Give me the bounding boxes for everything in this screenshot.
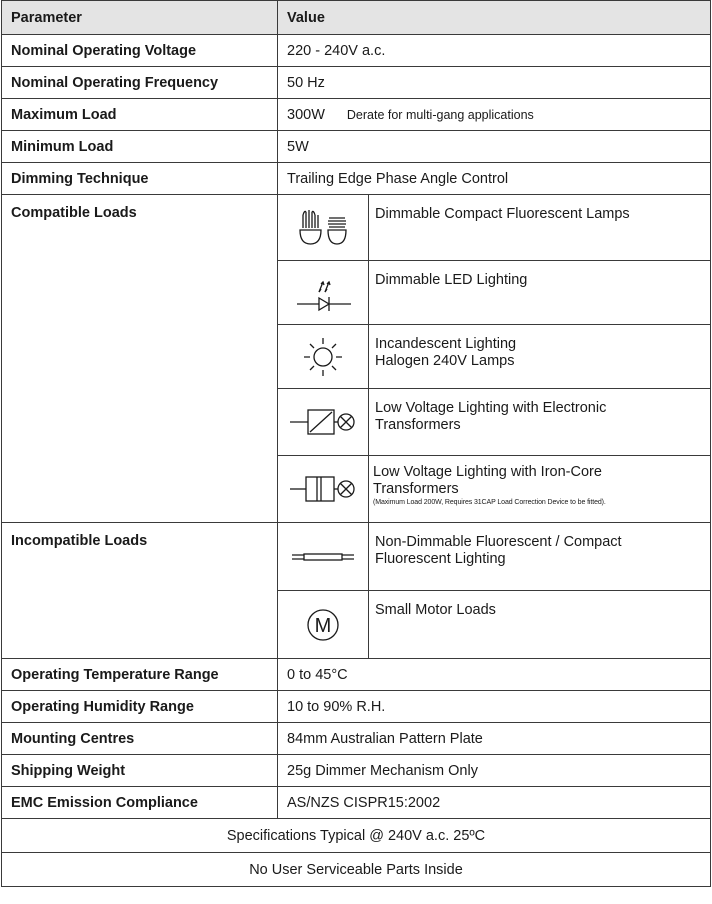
load-text: Incandescent Lighting xyxy=(375,336,517,352)
load-description xyxy=(369,261,711,325)
param-value: 50 Hz xyxy=(278,67,711,99)
param-label: Operating Temperature Range xyxy=(2,659,278,691)
load-text: Non-Dimmable Fluorescent / Compact xyxy=(375,534,622,550)
table-row xyxy=(2,787,711,819)
compatible-loads-label: Compatible Loads xyxy=(2,195,278,523)
param-value: 84mm Australian Pattern Plate xyxy=(278,723,711,755)
param-value: 5W xyxy=(278,131,711,163)
load-text: Fluorescent Lighting xyxy=(375,551,506,567)
footer-row xyxy=(2,819,711,853)
table-row xyxy=(2,99,711,131)
param-label: Dimming Technique xyxy=(2,163,278,195)
table-row xyxy=(2,691,711,723)
load-description xyxy=(369,523,711,591)
load-note: (Maximum Load 200W, Requires 31CAP Load Correction Device to be fitted). xyxy=(373,499,606,506)
load-text: Low Voltage Lighting with Electronic xyxy=(375,400,607,416)
header-value: Value xyxy=(278,1,711,35)
load-text: Dimmable LED Lighting xyxy=(375,272,528,288)
load-text: Small Motor Loads xyxy=(375,602,496,618)
param-value: 25g Dimmer Mechanism Only xyxy=(278,755,711,787)
param-value: AS/NZS CISPR15:2002 xyxy=(278,787,711,819)
param-label: Mounting Centres xyxy=(2,723,278,755)
param-label: Maximum Load xyxy=(2,99,278,131)
incompatible-load-row xyxy=(2,523,711,591)
param-value: 220 - 240V a.c. xyxy=(278,35,711,67)
motor-icon xyxy=(278,591,369,659)
footer-note: No User Serviceable Parts Inside xyxy=(2,853,711,887)
motor-symbol: M xyxy=(314,614,332,637)
load-text: Transformers xyxy=(375,417,461,433)
param-value xyxy=(278,99,711,131)
incandescent-bulb-icon xyxy=(278,325,369,389)
param-label: Nominal Operating Frequency xyxy=(2,67,278,99)
table-row xyxy=(2,755,711,787)
load-description xyxy=(369,456,711,523)
fluorescent-tube-icon xyxy=(278,523,369,591)
header-parameter: Parameter xyxy=(2,1,278,35)
specifications-table xyxy=(1,0,711,887)
load-description xyxy=(369,389,711,456)
table-row xyxy=(2,659,711,691)
param-label: Minimum Load xyxy=(2,131,278,163)
compact-fluorescent-lamps-icon xyxy=(278,195,369,261)
param-value: 10 to 90% R.H. xyxy=(278,691,711,723)
table-row xyxy=(2,723,711,755)
load-text: Dimmable Compact Fluorescent Lamps xyxy=(375,206,630,222)
derate-note: Derate for multi-gang applications xyxy=(346,107,534,122)
load-description xyxy=(369,591,711,659)
incompatible-loads-label: Incompatible Loads xyxy=(2,523,278,659)
electronic-transformer-icon xyxy=(278,389,369,456)
iron-core-transformer-icon xyxy=(278,456,369,523)
led-diode-icon xyxy=(278,261,369,325)
param-label: EMC Emission Compliance xyxy=(2,787,278,819)
load-text: Halogen 240V Lamps xyxy=(375,353,515,369)
table-row xyxy=(2,35,711,67)
table-row xyxy=(2,131,711,163)
param-label: Nominal Operating Voltage xyxy=(2,35,278,67)
param-label: Shipping Weight xyxy=(2,755,278,787)
load-description xyxy=(369,325,711,389)
footer-note: Specifications Typical @ 240V a.c. 25ºC xyxy=(2,819,711,853)
table-row xyxy=(2,67,711,99)
param-label: Operating Humidity Range xyxy=(2,691,278,723)
load-text: Low Voltage Lighting with Iron-Core xyxy=(373,464,602,480)
compatible-load-row xyxy=(2,195,711,261)
param-value: 0 to 45°C xyxy=(278,659,711,691)
footer-row xyxy=(2,853,711,887)
table-header-row xyxy=(2,1,711,35)
max-load-value: 300W xyxy=(287,106,325,123)
load-description xyxy=(369,195,711,261)
param-value: Trailing Edge Phase Angle Control xyxy=(278,163,711,195)
load-text: Transformers xyxy=(373,481,459,497)
table-row xyxy=(2,163,711,195)
